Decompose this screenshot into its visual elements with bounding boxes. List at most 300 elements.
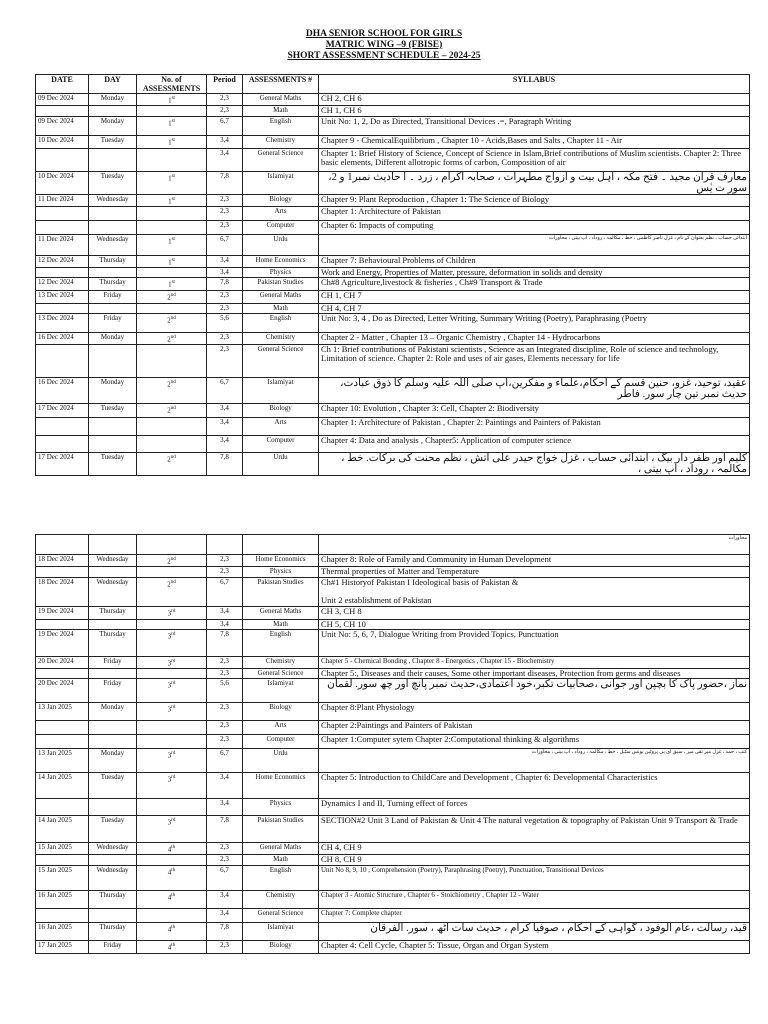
- assessment-number: 1: [168, 258, 172, 267]
- table-row: [36, 268, 750, 278]
- assessment-number-cell: [137, 619, 207, 629]
- assessment-number-suffix: rd: [171, 817, 176, 823]
- date-cell: 14 Jan 2025: [36, 772, 89, 798]
- assessment-number-cell: [137, 668, 207, 678]
- period-cell: 2,3: [207, 332, 243, 344]
- day-cell: Friday: [89, 941, 137, 953]
- syllabus-text: کلیم اور ظفر دار بیگ ، ابتدائی حساب ، غزل خواج حیدر علی آتش ، نظم محنت کی برکات. خط ، مکالمہ ، روداد ، آپ بیتی ،: [341, 452, 747, 475]
- date-cell: 16 Jan 2025: [36, 923, 89, 941]
- date-cell: 13 Jan 2025: [36, 702, 89, 720]
- subject-cell: Chemistry: [243, 891, 319, 909]
- subject-cell: Math: [243, 855, 319, 866]
- day-cell: Thursday: [89, 607, 137, 619]
- date-cell: [36, 668, 89, 678]
- assessment-number-cell: [137, 303, 207, 313]
- syllabus-text: Chapter 7: Behavioural Problems of Children: [321, 255, 476, 265]
- syllabus-text: Ch#8 Agriculture,livestock & fisheries , Ch#9 Transport & Trade: [321, 277, 543, 288]
- assessment-number-cell: [137, 923, 207, 941]
- table-row: [36, 798, 750, 815]
- assessment-number-suffix: nd: [170, 557, 176, 562]
- period-cell: 3,4: [207, 148, 243, 171]
- date-cell: 17 Dec 2024: [36, 403, 89, 417]
- syllabus-text: Chapter 4: Data and analysis , Chapter5: Application of computer science: [321, 435, 571, 445]
- assessment-number: 3: [167, 681, 172, 690]
- subject-cell: Arts: [243, 720, 319, 734]
- subject-cell: Physics: [243, 567, 319, 578]
- syllabus-cell: [319, 941, 750, 953]
- syllabus-text: CH 4, CH 7: [321, 303, 362, 313]
- day-cell: Wednesday: [89, 866, 137, 891]
- date-cell: 20 Dec 2024: [36, 656, 89, 668]
- syllabus-cell: [319, 435, 750, 452]
- table-row: [36, 629, 750, 656]
- period-cell: 6,7: [207, 866, 243, 891]
- table-row: [36, 291, 750, 303]
- table-row: [36, 452, 750, 475]
- table-row: [36, 702, 750, 720]
- assessment-number-suffix: rd: [171, 631, 176, 637]
- assessment-number-suffix: th: [171, 868, 176, 874]
- col-header-period: Period: [207, 75, 243, 94]
- period-cell: 2,3: [207, 656, 243, 668]
- date-cell: 12 Dec 2024: [36, 278, 89, 291]
- day-cell: [89, 106, 137, 117]
- syllabus-cell: [319, 567, 750, 578]
- assessment-number-suffix: th: [171, 844, 176, 850]
- assessment-number-suffix: th: [171, 893, 176, 899]
- date-cell: [36, 417, 89, 435]
- syllabus-cell: [319, 535, 750, 555]
- syllabus-text: CH 4, CH 9: [321, 842, 362, 852]
- syllabus-cell: [319, 303, 750, 313]
- syllabus-cell: [319, 278, 750, 291]
- syllabus-cell: [319, 855, 750, 866]
- syllabus-cell: [319, 668, 750, 678]
- table-row: [36, 720, 750, 734]
- day-cell: Thursday: [89, 923, 137, 941]
- syllabus-text: Chapter 5 - Chemical Bonding , Chapter 8 - Energetics , Chapter 15 - Biochemistry: [321, 656, 555, 665]
- period-cell: 2,3: [207, 555, 243, 567]
- table-row: [36, 855, 750, 866]
- subject-cell: Math: [243, 106, 319, 117]
- syllabus-cell: [319, 891, 750, 909]
- syllabus-text: Chapter 6: Impacts of computing: [321, 220, 434, 230]
- assessment-number: 4: [167, 925, 172, 934]
- assessment-number: 2: [167, 580, 171, 589]
- date-cell: 09 Dec 2024: [36, 117, 89, 136]
- subject-cell: Computer: [243, 435, 319, 452]
- assessment-number-suffix: st: [171, 196, 175, 202]
- assessment-number-suffix: rd: [171, 609, 176, 615]
- col-header-date: DATE: [36, 75, 89, 94]
- table-row: [36, 435, 750, 452]
- syllabus-text: Chapter 3 - Atomic Structure , Chapter 6 - Stoichiometry , Chapter 12 - Water: [321, 891, 539, 900]
- date-cell: [36, 268, 89, 278]
- assessment-number-cell: [137, 344, 207, 377]
- assessment-number: 2: [167, 380, 171, 389]
- syllabus-cell: [319, 923, 750, 941]
- date-cell: 12 Dec 2024: [36, 255, 89, 267]
- syllabus-text: معارف قرآن مجید ۔ فتح مکہ ، اہل بیت و ازواج مطہرات ، صحابہ اکرام ، زرد ۔ ا حادیث نمبر1 و 2، سور ت یٰس: [328, 171, 747, 194]
- table-row: [36, 106, 750, 117]
- date-cell: 20 Dec 2024: [36, 678, 89, 702]
- table-row: [36, 555, 750, 567]
- syllabus-cell: [319, 720, 750, 734]
- subject-cell: Biology: [243, 702, 319, 720]
- syllabus-text: Thermal properties of Matter and Temperature: [321, 566, 480, 577]
- syllabus-cell: [319, 194, 750, 206]
- subject-cell: Pakistan Studies: [243, 815, 319, 842]
- assessment-number: 1: [168, 237, 172, 246]
- period-cell: 6,7: [207, 377, 243, 403]
- syllabus-text: Unit No 8, 9, 10 , Comprehension (Poetry), Paraphrasing (Poetry), Punctuation, Transitional Devices: [321, 866, 604, 875]
- day-cell: Wednesday: [89, 555, 137, 567]
- assessment-number-cell: [137, 941, 207, 953]
- assessment-number-suffix: nd: [170, 405, 176, 411]
- syllabus-text: CH 1, CH 6: [321, 105, 362, 116]
- subject-cell: Home Economics: [243, 255, 319, 267]
- day-cell: Tuesday: [89, 136, 137, 148]
- table-row: [36, 206, 750, 220]
- syllabus-text: قید، رسالت ،عام الوفود ، گواہی کے احکام ، صوفیا کرام ، حدیث سات آٹھ ، سور. الفرقان: [370, 923, 747, 935]
- syllabus-cell: [319, 377, 750, 403]
- table-row: [36, 220, 750, 234]
- assessment-number-cell: [137, 148, 207, 171]
- table-row: [36, 194, 750, 206]
- syllabus-text-continued: Unit 2 establishment of Pakistan: [321, 595, 432, 606]
- day-cell: [89, 909, 137, 923]
- assessment-number: 3: [167, 658, 172, 667]
- syllabus-cell: [319, 106, 750, 117]
- syllabus-cell: [319, 452, 750, 475]
- assessment-number-suffix: st: [171, 96, 175, 101]
- date-cell: [36, 148, 89, 171]
- subject-cell: General Maths: [243, 291, 319, 303]
- subject-cell: Arts: [243, 417, 319, 435]
- syllabus-cell: [319, 619, 750, 629]
- syllabus-cell: [319, 866, 750, 891]
- period-cell: [207, 535, 243, 555]
- period-cell: 2,3: [207, 734, 243, 748]
- syllabus-cell: [319, 313, 750, 332]
- syllabus-text: Ch 1: Brief contributions of Pakistani scientists , Science as an Integrated discipline, Role of science and technology, Limitation of science. Chapter 2: Role and uses of air gases, Elements necessary for life: [321, 344, 719, 363]
- day-cell: Thursday: [89, 255, 137, 267]
- syllabus-cell: [319, 171, 750, 194]
- day-cell: Monday: [89, 94, 137, 106]
- syllabus-text: کتب ، حمد ، غزل میر تقی میر ، سبق ای بی پروٹین یونس سٹیل ، خط ، مکالمہ ، روداد ، آپ بیتی ، محاورات: [531, 749, 747, 755]
- assessment-number-cell: [137, 656, 207, 668]
- day-cell: [89, 344, 137, 377]
- syllabus-cell: [319, 578, 750, 607]
- assessment-number-suffix: st: [171, 173, 175, 179]
- syllabus-cell: [319, 842, 750, 854]
- date-cell: 13 Dec 2024: [36, 313, 89, 332]
- syllabus-cell: [319, 702, 750, 720]
- subject-cell: English: [243, 313, 319, 332]
- table-row: [36, 255, 750, 267]
- period-cell: 3,4: [207, 891, 243, 909]
- assessment-number: 4: [167, 868, 172, 877]
- table-row: [36, 94, 750, 106]
- table-row: [36, 403, 750, 417]
- date-cell: [36, 435, 89, 452]
- date-cell: [36, 303, 89, 313]
- syllabus-text: SECTION#2 Unit 3 Land of Pakistan & Unit 4 The natural vegetation & topography of Pakistan Unit 9 Transport & Trade: [321, 815, 738, 825]
- assessment-number: 1: [168, 96, 172, 105]
- period-cell: 2,3: [207, 941, 243, 953]
- period-cell: 2,3: [207, 344, 243, 377]
- assessment-number-cell: [137, 136, 207, 148]
- day-cell: [89, 417, 137, 435]
- subject-cell: General Science: [243, 909, 319, 923]
- assessment-number: 3: [167, 631, 172, 640]
- assessment-number-cell: [137, 815, 207, 842]
- day-cell: [89, 535, 137, 555]
- period-cell: 3,4: [207, 619, 243, 629]
- table-row: [36, 607, 750, 619]
- period-cell: 2,3: [207, 94, 243, 106]
- assessment-number: 4: [167, 845, 172, 854]
- syllabus-text: Chapter 1: Brief History of Science, Concept of Science in Islam,Brief contributions of Muslim scientists. Chapter 2: Three basic elements, Different allotropic forms of carbon, Composition of air: [321, 148, 742, 167]
- assessment-number-cell: [137, 313, 207, 332]
- date-cell: 18 Dec 2024: [36, 578, 89, 607]
- day-cell: Tuesday: [89, 452, 137, 475]
- assessment-number-suffix: rd: [171, 680, 176, 686]
- syllabus-text: CH 2, CH 6: [321, 93, 362, 103]
- period-cell: 2,3: [207, 855, 243, 866]
- assessment-number-cell: [137, 255, 207, 267]
- assessment-number: 1: [168, 119, 172, 128]
- assessment-number-cell: [137, 332, 207, 344]
- assessment-number: 1: [168, 173, 172, 182]
- assessment-number-cell: [137, 452, 207, 475]
- syllabus-cell: [319, 555, 750, 567]
- period-cell: 5,6: [207, 313, 243, 332]
- date-cell: 16 Dec 2024: [36, 377, 89, 403]
- assessment-number-cell: [137, 567, 207, 578]
- period-cell: 2,3: [207, 702, 243, 720]
- assessment-number: 4: [167, 943, 172, 952]
- day-cell: [89, 435, 137, 452]
- syllabus-text: Chapter 5: Introduction to ChildCare and Development , Chapter 6: Developmental Characteristics: [321, 772, 658, 782]
- syllabus-text: Dynamics I and II, Turning effect of forces: [321, 798, 468, 808]
- assessment-number-cell: [137, 629, 207, 656]
- syllabus-cell: [319, 220, 750, 234]
- assessment-number-suffix: th: [171, 925, 176, 931]
- table-row: [36, 891, 750, 909]
- syllabus-text: عقید، توحید، غزو، حنین قسم کے احکام،علماء و مفکرین،آپ صلی اللہ علیہ وسلم کا ذوق عبادت، حدیث نمبر تین چار سور. فاطر: [340, 377, 747, 400]
- day-cell: Thursday: [89, 629, 137, 656]
- day-cell: Wednesday: [89, 842, 137, 854]
- subject-cell: Islamiyat: [243, 171, 319, 194]
- day-cell: [89, 668, 137, 678]
- date-cell: 18 Dec 2024: [36, 555, 89, 567]
- subject-cell: Urdu: [243, 234, 319, 255]
- assessment-number-suffix: rd: [171, 750, 176, 756]
- date-cell: [36, 798, 89, 815]
- table-row: [36, 303, 750, 313]
- subject-cell: Physics: [243, 268, 319, 278]
- table-row: [36, 866, 750, 891]
- syllabus-cell: [319, 417, 750, 435]
- period-cell: 2,3: [207, 206, 243, 220]
- assessment-number: 2: [167, 293, 171, 302]
- assessment-number-cell: [137, 106, 207, 117]
- syllabus-cell: [319, 234, 750, 255]
- date-cell: [36, 344, 89, 377]
- subject-cell: Chemistry: [243, 332, 319, 344]
- assessment-number-cell: [137, 278, 207, 291]
- syllabus-text: Unit No: 5, 6, 7, Dialogue Writing from Provided Topics, Punctuation: [321, 629, 559, 639]
- syllabus-cell: [319, 136, 750, 148]
- syllabus-text: Chapter 2:Paintings and Painters of Pakistan: [321, 720, 473, 730]
- assessment-number-cell: [137, 855, 207, 866]
- syllabus-text: Chapter 7: Complete chapter: [321, 909, 402, 918]
- subject-cell: Pakistan Studies: [243, 578, 319, 607]
- period-cell: 7,8: [207, 629, 243, 656]
- day-cell: [89, 734, 137, 748]
- period-cell: 5,6: [207, 678, 243, 702]
- syllabus-text: Chapter 1: Architecture of Pakistan: [321, 206, 441, 216]
- syllabus-text: Chapter 4: Cell Cycle, Chapter 5: Tissue, Organ and Organ System: [321, 940, 549, 951]
- day-cell: Thursday: [89, 891, 137, 909]
- subject-cell: Islamiyat: [243, 923, 319, 941]
- subject-cell: Urdu: [243, 452, 319, 475]
- syllabus-text: Chapter 8: Role of Family and Community in Human Development: [321, 554, 552, 564]
- date-cell: 10 Dec 2024: [36, 171, 89, 194]
- subject-cell: English: [243, 629, 319, 656]
- table-row: [36, 815, 750, 842]
- day-cell: [89, 268, 137, 278]
- period-cell: 3,4: [207, 798, 243, 815]
- day-cell: Tuesday: [89, 171, 137, 194]
- assessment-number-cell: [137, 206, 207, 220]
- period-cell: 2,3: [207, 291, 243, 303]
- assessment-number-cell: [137, 268, 207, 278]
- assessment-number-cell: [137, 842, 207, 854]
- subject-cell: Islamiyat: [243, 678, 319, 702]
- date-cell: [36, 535, 89, 555]
- subject-cell: Chemistry: [243, 136, 319, 148]
- assessment-number: 2: [167, 315, 171, 324]
- table-row: [36, 734, 750, 748]
- assessment-number: 1: [168, 138, 172, 147]
- subject-cell: Computer: [243, 734, 319, 748]
- subject-cell: Computer: [243, 220, 319, 234]
- syllabus-cell: [319, 734, 750, 748]
- day-cell: Monday: [89, 702, 137, 720]
- assessment-number: 3: [167, 609, 172, 618]
- date-cell: 15 Jan 2025: [36, 842, 89, 854]
- date-cell: [36, 206, 89, 220]
- syllabus-text: Chapter 1: Architecture of Pakistan , Chapter 2: Paintings and Painters of Pakistan: [321, 417, 601, 427]
- assessment-number-cell: [137, 555, 207, 567]
- day-cell: [89, 303, 137, 313]
- day-cell: Monday: [89, 332, 137, 344]
- day-cell: Monday: [89, 377, 137, 403]
- subject-cell: Arts: [243, 206, 319, 220]
- assessment-number-cell: [137, 220, 207, 234]
- table-row: [36, 234, 750, 255]
- date-cell: [36, 855, 89, 866]
- syllabus-text: Chapter 2 - Matter , Chapter 13 – Organic Chemistry , Chapter 14 - Hydrocarbons: [321, 332, 601, 342]
- subject-cell: Physics: [243, 798, 319, 815]
- table-row: [36, 656, 750, 668]
- syllabus-cell: [319, 678, 750, 702]
- assessment-number-cell: [137, 535, 207, 555]
- subject-cell: Islamiyat: [243, 377, 319, 403]
- assessment-number-cell: [137, 117, 207, 136]
- assessment-number-suffix: th: [171, 943, 176, 949]
- syllabus-cell: [319, 815, 750, 842]
- period-cell: 2,3: [207, 106, 243, 117]
- day-cell: Wednesday: [89, 194, 137, 206]
- table-row: [36, 567, 750, 578]
- col-header-assessments-count: No. of ASSESSMENTS: [137, 75, 207, 94]
- day-cell: Friday: [89, 678, 137, 702]
- date-cell: 09 Dec 2024: [36, 94, 89, 106]
- period-cell: 7,8: [207, 171, 243, 194]
- period-cell: 6,7: [207, 234, 243, 255]
- syllabus-cell: [319, 748, 750, 772]
- syllabus-text: CH 3, CH 8: [321, 606, 362, 617]
- day-cell: [89, 720, 137, 734]
- syllabus-cell: [319, 268, 750, 278]
- col-header-syllabus: SYLLABUS: [319, 75, 750, 94]
- day-cell: [89, 567, 137, 578]
- table-row: [36, 748, 750, 772]
- period-cell: 3,4: [207, 909, 243, 923]
- table-row: [36, 678, 750, 702]
- table-row: [36, 578, 750, 607]
- assessment-number: 3: [167, 818, 172, 827]
- assessment-number-suffix: st: [171, 236, 175, 242]
- syllabus-cell: [319, 332, 750, 344]
- assessment-number-cell: [137, 171, 207, 194]
- assessment-number: 3: [167, 751, 172, 760]
- day-cell: [89, 220, 137, 234]
- table-row: [36, 772, 750, 798]
- assessment-number-suffix: nd: [170, 379, 176, 385]
- assessment-number-suffix: st: [171, 280, 175, 286]
- assessment-number: 3: [167, 705, 172, 714]
- day-cell: Friday: [89, 656, 137, 668]
- date-cell: [36, 909, 89, 923]
- syllabus-text: Chapter 1:Computer sytem Chapter 2:Computational thinking & algorithms: [321, 734, 580, 744]
- table-row: [36, 148, 750, 171]
- period-cell: 2,3: [207, 720, 243, 734]
- assessment-number: 2: [167, 455, 171, 464]
- day-cell: Tuesday: [89, 815, 137, 842]
- subject-cell: General Science: [243, 668, 319, 678]
- period-cell: 3,4: [207, 417, 243, 435]
- syllabus-text: Chapter 5:, Diseases and their causes, Some other important diseases, Protection from germs and diseases: [321, 668, 681, 678]
- subject-cell: General Science: [243, 344, 319, 377]
- day-cell: [89, 206, 137, 220]
- date-cell: 16 Dec 2024: [36, 332, 89, 344]
- assessment-number: 1: [168, 280, 172, 289]
- day-cell: Wednesday: [89, 578, 137, 607]
- assessment-number-suffix: nd: [170, 580, 176, 586]
- period-cell: 3,4: [207, 268, 243, 278]
- assessment-number: 3: [167, 775, 172, 784]
- assessment-number: 2: [167, 406, 171, 415]
- table-row: [36, 417, 750, 435]
- syllabus-cell: [319, 117, 750, 136]
- syllabus-text: Chapter 10: Evolution , Chapter 3: Cell, Chapter 2: Biodiversity: [321, 403, 539, 413]
- syllabus-cell: [319, 909, 750, 923]
- syllabus-text: Ch#1 Historyof Pakistan I Ideological basis of Pakistan &: [321, 577, 519, 588]
